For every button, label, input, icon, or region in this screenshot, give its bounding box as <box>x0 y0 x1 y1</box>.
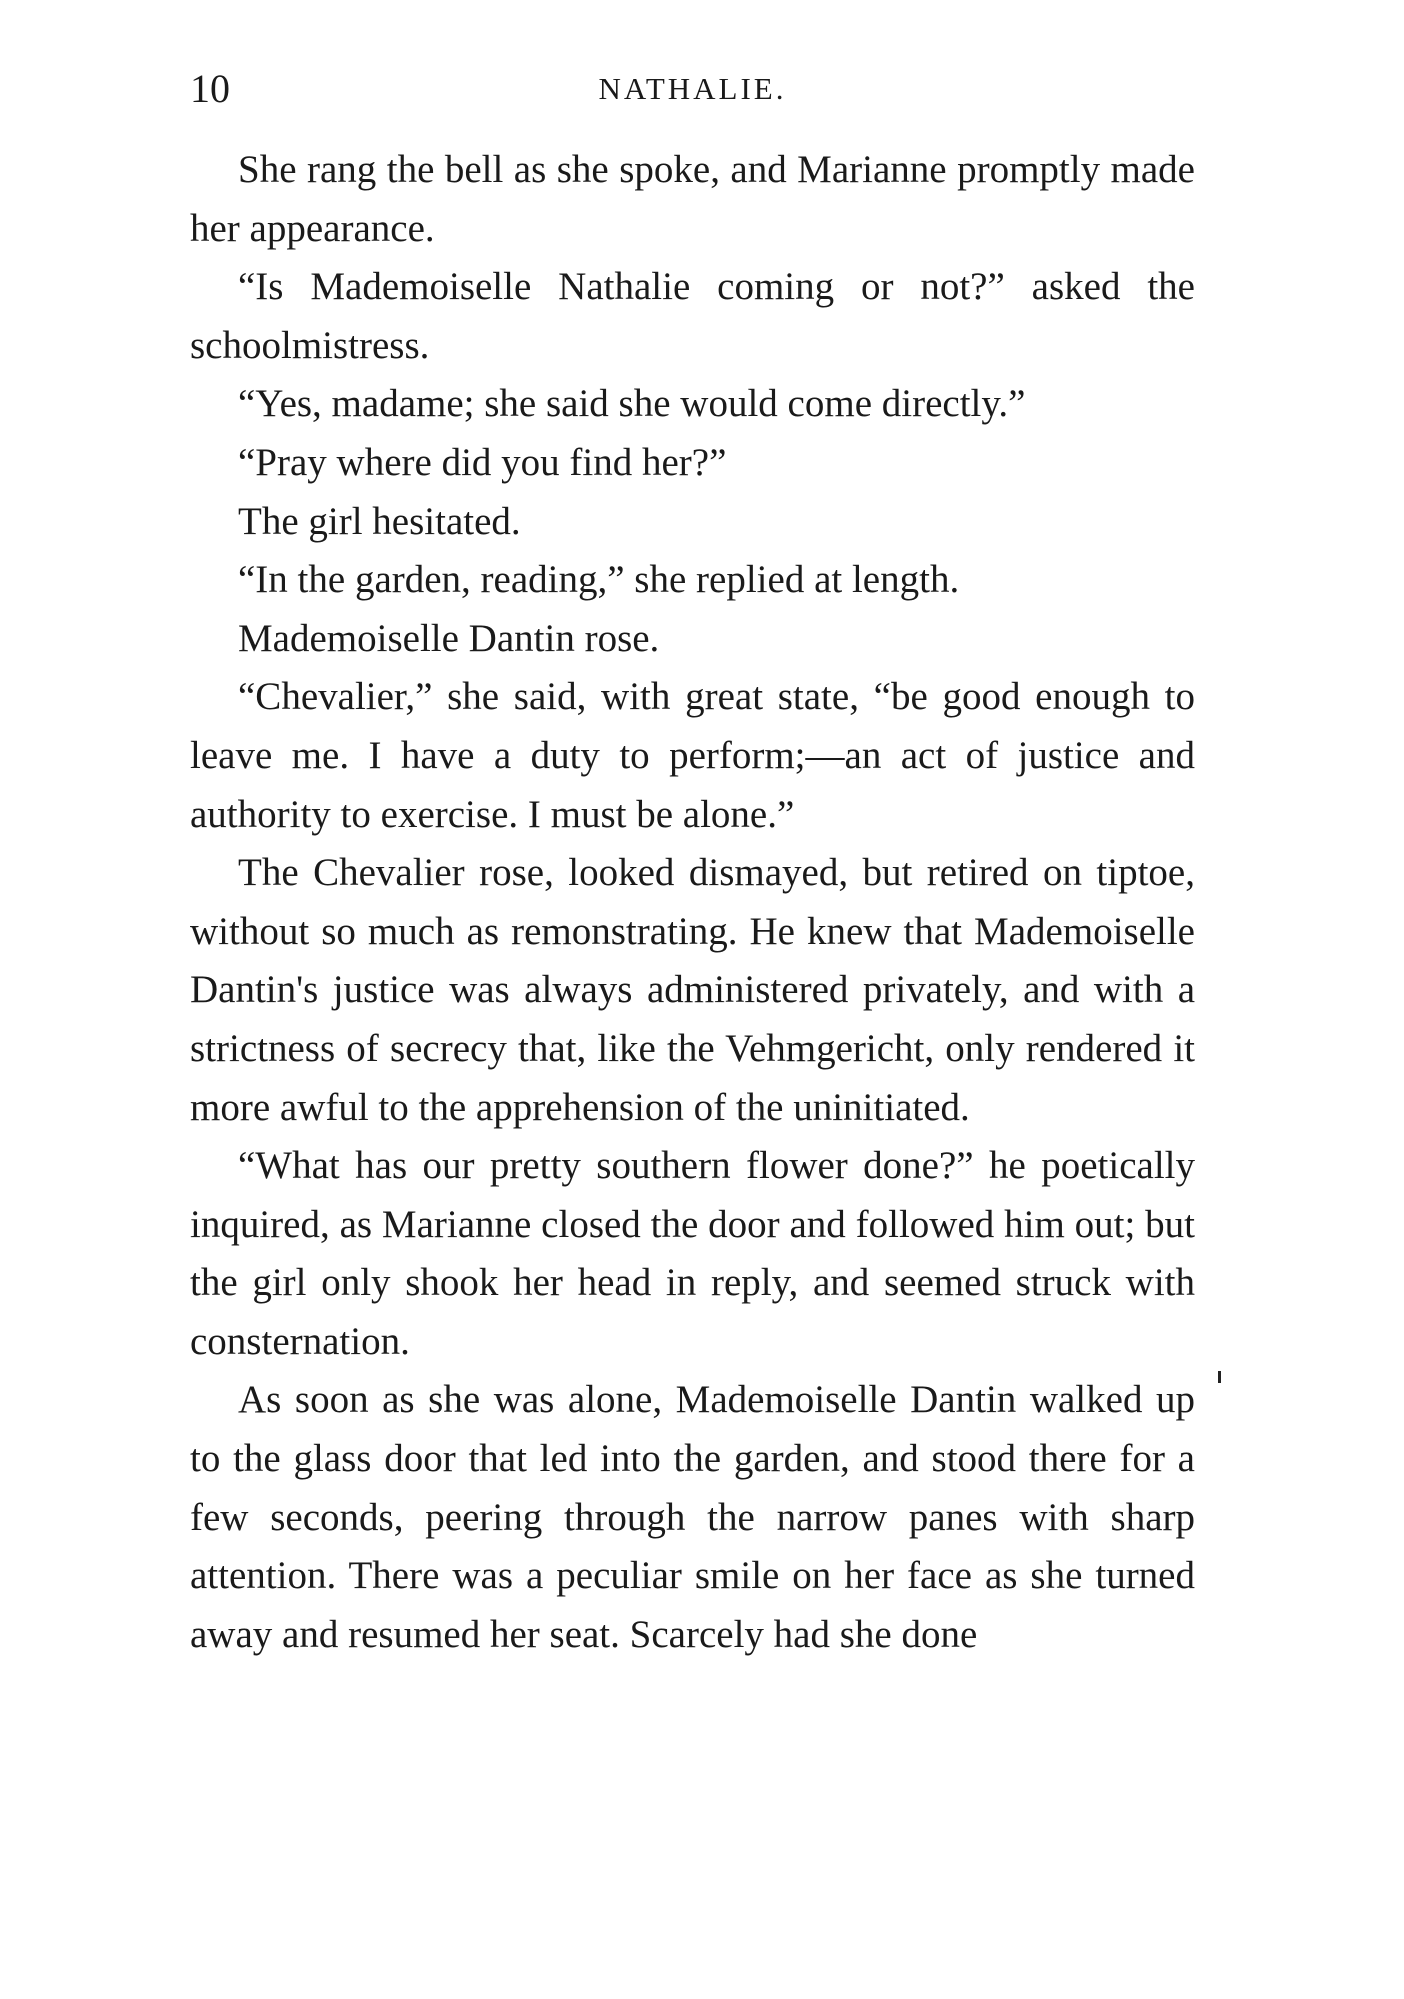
page-header <box>190 64 1195 114</box>
paragraph: As soon as she was alone, Mademoiselle Dantin walked up to the glass door that led into the garden, and stood there for a few seconds, peering through the narrow panes with sharp attention. There was a peculiar smile on her face as she turned away and resumed her seat. Scarcely had she done <box>190 1378 1195 1656</box>
paragraph: Mademoiselle Dantin rose. <box>238 616 660 660</box>
paragraph: “In the garden, reading,” she replied at length. <box>238 558 960 602</box>
paragraph: She rang the bell as she spoke, and Marianne promptly made her appearance. <box>190 148 1195 250</box>
paragraph: “Yes, madame; she said she would come directly.” <box>238 382 1026 426</box>
paragraph: “Chevalier,” she said, with great state, “be good enough to leave me. I have a duty to perform;—an act of justice and authority to exercise. I must be alone.” <box>190 675 1195 836</box>
paragraph: “What has our pretty southern flower done?” he poetically inquired, as Marianne closed the door and followed him out; but the girl only shook her head in reply, and seemed struck with consternation. <box>190 1144 1195 1363</box>
running-head: NATHALIE. <box>598 71 787 106</box>
paragraph: The Chevalier rose, looked dismayed, but retired on tiptoe, without so much as remonstrating. He knew that Mademoiselle Dantin's justice was always administered privately, and with a strictness of secrecy that, like the Vehmgericht, only rendered it more awful to the apprehension of the uninitiated. <box>190 851 1195 1129</box>
stray-ink-mark <box>1218 1371 1221 1383</box>
paragraph: “Is Mademoiselle Nathalie coming or not?” asked the schoolmistress. <box>190 265 1195 367</box>
paragraph: The girl hesitated. <box>238 499 521 543</box>
page-number: 10 <box>190 66 230 111</box>
body-text <box>190 141 1195 1664</box>
paragraph: “Pray where did you find her?” <box>238 440 727 484</box>
